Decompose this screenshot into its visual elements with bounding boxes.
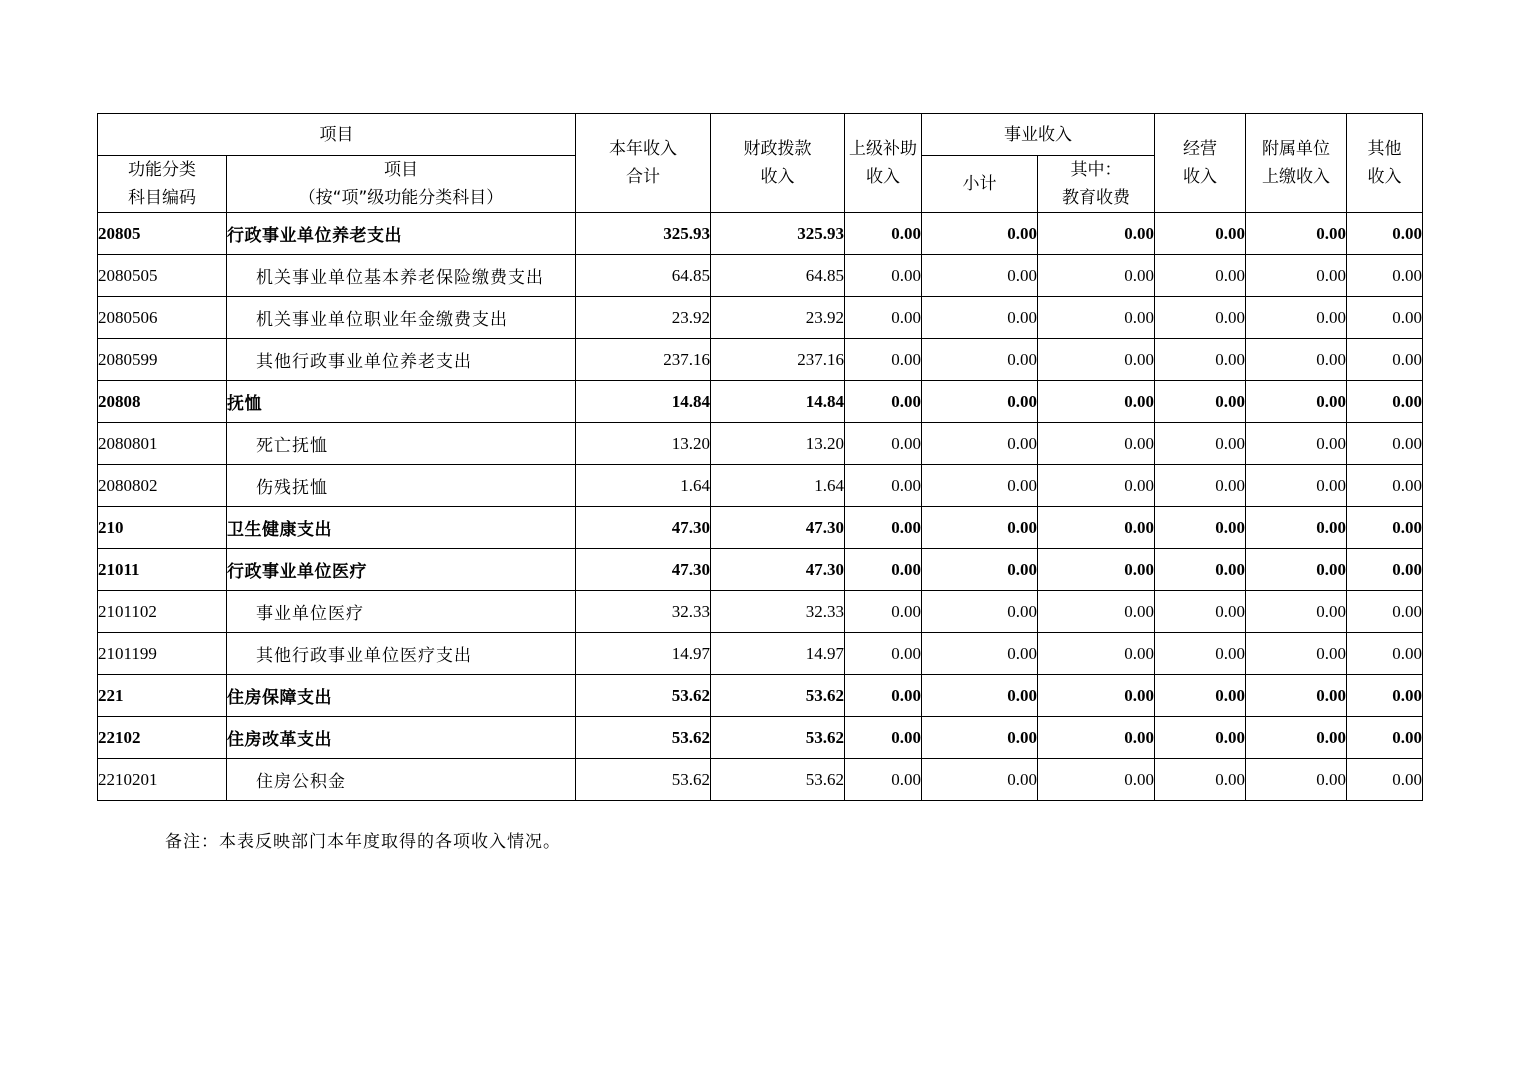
cell-code: 21011 — [98, 549, 227, 591]
cell-business: 0.00 — [1155, 255, 1246, 297]
cell-superior: 0.00 — [845, 423, 922, 465]
cell-name: 行政事业单位医疗 — [227, 549, 576, 591]
cell-business: 0.00 — [1155, 549, 1246, 591]
table-row — [98, 549, 1423, 591]
cell-fiscal: 237.16 — [711, 339, 845, 381]
cell-edu: 0.00 — [1038, 381, 1155, 423]
cell-fiscal: 14.84 — [711, 381, 845, 423]
cell-affiliate: 0.00 — [1246, 423, 1347, 465]
cell-subtotal: 0.00 — [922, 423, 1038, 465]
cell-name: 其他行政事业单位养老支出 — [227, 339, 576, 381]
cell-fiscal: 53.62 — [711, 675, 845, 717]
cell-subtotal: 0.00 — [922, 381, 1038, 423]
cell-subtotal: 0.00 — [922, 675, 1038, 717]
cell-name: 卫生健康支出 — [227, 507, 576, 549]
cell-subtotal: 0.00 — [922, 759, 1038, 801]
cell-business: 0.00 — [1155, 213, 1246, 255]
cell-affiliate: 0.00 — [1246, 381, 1347, 423]
table-row — [98, 675, 1423, 717]
cell-fiscal: 325.93 — [711, 213, 845, 255]
cell-code: 2210201 — [98, 759, 227, 801]
cell-superior: 0.00 — [845, 633, 922, 675]
cell-other: 0.00 — [1347, 717, 1423, 759]
cell-code: 2101102 — [98, 591, 227, 633]
income-table — [97, 113, 1423, 801]
cell-edu: 0.00 — [1038, 507, 1155, 549]
cell-edu: 0.00 — [1038, 759, 1155, 801]
cell-business: 0.00 — [1155, 507, 1246, 549]
cell-edu: 0.00 — [1038, 297, 1155, 339]
table-row — [98, 213, 1423, 255]
table-row — [98, 759, 1423, 801]
cell-subtotal: 0.00 — [922, 717, 1038, 759]
cell-affiliate: 0.00 — [1246, 297, 1347, 339]
cell-subtotal: 0.00 — [922, 507, 1038, 549]
cell-total: 47.30 — [576, 507, 711, 549]
cell-name: 机关事业单位职业年金缴费支出 — [227, 297, 576, 339]
cell-subtotal: 0.00 — [922, 339, 1038, 381]
cell-subtotal: 0.00 — [922, 213, 1038, 255]
cell-business: 0.00 — [1155, 759, 1246, 801]
cell-affiliate: 0.00 — [1246, 759, 1347, 801]
table-row — [98, 717, 1423, 759]
cell-affiliate: 0.00 — [1246, 675, 1347, 717]
cell-other: 0.00 — [1347, 213, 1423, 255]
cell-other: 0.00 — [1347, 297, 1423, 339]
cell-business: 0.00 — [1155, 297, 1246, 339]
footnote: 备注：本表反映部门本年度取得的各项收入情况。 — [165, 832, 561, 852]
table-row — [98, 591, 1423, 633]
table-row — [98, 423, 1423, 465]
cell-name: 住房公积金 — [227, 759, 576, 801]
cell-other: 0.00 — [1347, 465, 1423, 507]
cell-business: 0.00 — [1155, 423, 1246, 465]
header-edu: 其中： 教育收费 — [1038, 156, 1155, 213]
header-fiscal: 财政拨款 收入 — [711, 114, 845, 213]
cell-affiliate: 0.00 — [1246, 549, 1347, 591]
header-project-group: 项目 — [98, 114, 576, 156]
cell-subtotal: 0.00 — [922, 255, 1038, 297]
header-name: 项目 （按“项”级功能分类科目） — [227, 156, 576, 213]
cell-other: 0.00 — [1347, 255, 1423, 297]
cell-fiscal: 47.30 — [711, 549, 845, 591]
cell-total: 14.84 — [576, 381, 711, 423]
cell-subtotal: 0.00 — [922, 633, 1038, 675]
cell-name: 机关事业单位基本养老保险缴费支出 — [227, 255, 576, 297]
cell-total: 64.85 — [576, 255, 711, 297]
cell-subtotal: 0.00 — [922, 297, 1038, 339]
cell-fiscal: 13.20 — [711, 423, 845, 465]
cell-edu: 0.00 — [1038, 339, 1155, 381]
cell-total: 53.62 — [576, 675, 711, 717]
cell-name: 住房改革支出 — [227, 717, 576, 759]
cell-edu: 0.00 — [1038, 633, 1155, 675]
cell-fiscal: 64.85 — [711, 255, 845, 297]
cell-total: 13.20 — [576, 423, 711, 465]
cell-other: 0.00 — [1347, 759, 1423, 801]
header-business: 经营 收入 — [1155, 114, 1246, 213]
header-superior: 上级补助 收入 — [845, 114, 922, 213]
cell-other: 0.00 — [1347, 549, 1423, 591]
cell-name: 抚恤 — [227, 381, 576, 423]
table-row — [98, 255, 1423, 297]
cell-edu: 0.00 — [1038, 717, 1155, 759]
cell-business: 0.00 — [1155, 675, 1246, 717]
cell-other: 0.00 — [1347, 507, 1423, 549]
cell-edu: 0.00 — [1038, 549, 1155, 591]
cell-fiscal: 47.30 — [711, 507, 845, 549]
header-total: 本年收入 合计 — [576, 114, 711, 213]
cell-name: 其他行政事业单位医疗支出 — [227, 633, 576, 675]
cell-code: 20805 — [98, 213, 227, 255]
cell-name: 行政事业单位养老支出 — [227, 213, 576, 255]
cell-fiscal: 53.62 — [711, 717, 845, 759]
cell-superior: 0.00 — [845, 297, 922, 339]
cell-subtotal: 0.00 — [922, 465, 1038, 507]
cell-business: 0.00 — [1155, 717, 1246, 759]
cell-superior: 0.00 — [845, 255, 922, 297]
cell-name: 死亡抚恤 — [227, 423, 576, 465]
cell-total: 14.97 — [576, 633, 711, 675]
cell-code: 2080802 — [98, 465, 227, 507]
cell-superior: 0.00 — [845, 549, 922, 591]
cell-code: 2101199 — [98, 633, 227, 675]
cell-code: 20808 — [98, 381, 227, 423]
table-row — [98, 465, 1423, 507]
cell-name: 事业单位医疗 — [227, 591, 576, 633]
cell-other: 0.00 — [1347, 591, 1423, 633]
table-row — [98, 633, 1423, 675]
cell-code: 221 — [98, 675, 227, 717]
cell-subtotal: 0.00 — [922, 549, 1038, 591]
cell-total: 53.62 — [576, 759, 711, 801]
cell-affiliate: 0.00 — [1246, 213, 1347, 255]
cell-business: 0.00 — [1155, 381, 1246, 423]
cell-code: 210 — [98, 507, 227, 549]
header-code: 功能分类 科目编码 — [98, 156, 227, 213]
cell-affiliate: 0.00 — [1246, 717, 1347, 759]
cell-superior: 0.00 — [845, 675, 922, 717]
cell-fiscal: 23.92 — [711, 297, 845, 339]
cell-code: 2080599 — [98, 339, 227, 381]
cell-other: 0.00 — [1347, 675, 1423, 717]
cell-total: 47.30 — [576, 549, 711, 591]
cell-other: 0.00 — [1347, 633, 1423, 675]
cell-fiscal: 1.64 — [711, 465, 845, 507]
cell-code: 22102 — [98, 717, 227, 759]
cell-superior: 0.00 — [845, 339, 922, 381]
cell-superior: 0.00 — [845, 591, 922, 633]
cell-other: 0.00 — [1347, 423, 1423, 465]
cell-other: 0.00 — [1347, 381, 1423, 423]
table-row — [98, 507, 1423, 549]
cell-affiliate: 0.00 — [1246, 339, 1347, 381]
cell-affiliate: 0.00 — [1246, 633, 1347, 675]
cell-edu: 0.00 — [1038, 465, 1155, 507]
cell-affiliate: 0.00 — [1246, 255, 1347, 297]
cell-subtotal: 0.00 — [922, 591, 1038, 633]
header-subtotal: 小计 — [922, 156, 1038, 213]
cell-fiscal: 14.97 — [711, 633, 845, 675]
cell-total: 325.93 — [576, 213, 711, 255]
table-body — [98, 213, 1423, 801]
cell-total: 237.16 — [576, 339, 711, 381]
cell-business: 0.00 — [1155, 633, 1246, 675]
cell-superior: 0.00 — [845, 381, 922, 423]
cell-edu: 0.00 — [1038, 213, 1155, 255]
cell-code: 2080506 — [98, 297, 227, 339]
cell-superior: 0.00 — [845, 465, 922, 507]
cell-edu: 0.00 — [1038, 591, 1155, 633]
cell-edu: 0.00 — [1038, 675, 1155, 717]
cell-superior: 0.00 — [845, 507, 922, 549]
cell-total: 53.62 — [576, 717, 711, 759]
cell-name: 伤残抚恤 — [227, 465, 576, 507]
cell-business: 0.00 — [1155, 465, 1246, 507]
cell-fiscal: 53.62 — [711, 759, 845, 801]
cell-total: 1.64 — [576, 465, 711, 507]
cell-superior: 0.00 — [845, 717, 922, 759]
cell-total: 32.33 — [576, 591, 711, 633]
header-career-group: 事业收入 — [922, 114, 1155, 156]
cell-edu: 0.00 — [1038, 423, 1155, 465]
cell-code: 2080801 — [98, 423, 227, 465]
cell-edu: 0.00 — [1038, 255, 1155, 297]
cell-code: 2080505 — [98, 255, 227, 297]
cell-other: 0.00 — [1347, 339, 1423, 381]
cell-superior: 0.00 — [845, 213, 922, 255]
cell-business: 0.00 — [1155, 339, 1246, 381]
cell-total: 23.92 — [576, 297, 711, 339]
header-other: 其他 收入 — [1347, 114, 1423, 213]
cell-affiliate: 0.00 — [1246, 507, 1347, 549]
header-affiliate: 附属单位 上缴收入 — [1246, 114, 1347, 213]
table-row — [98, 339, 1423, 381]
cell-name: 住房保障支出 — [227, 675, 576, 717]
table-row — [98, 381, 1423, 423]
cell-affiliate: 0.00 — [1246, 591, 1347, 633]
table-row — [98, 297, 1423, 339]
cell-superior: 0.00 — [845, 759, 922, 801]
cell-business: 0.00 — [1155, 591, 1246, 633]
cell-fiscal: 32.33 — [711, 591, 845, 633]
cell-affiliate: 0.00 — [1246, 465, 1347, 507]
